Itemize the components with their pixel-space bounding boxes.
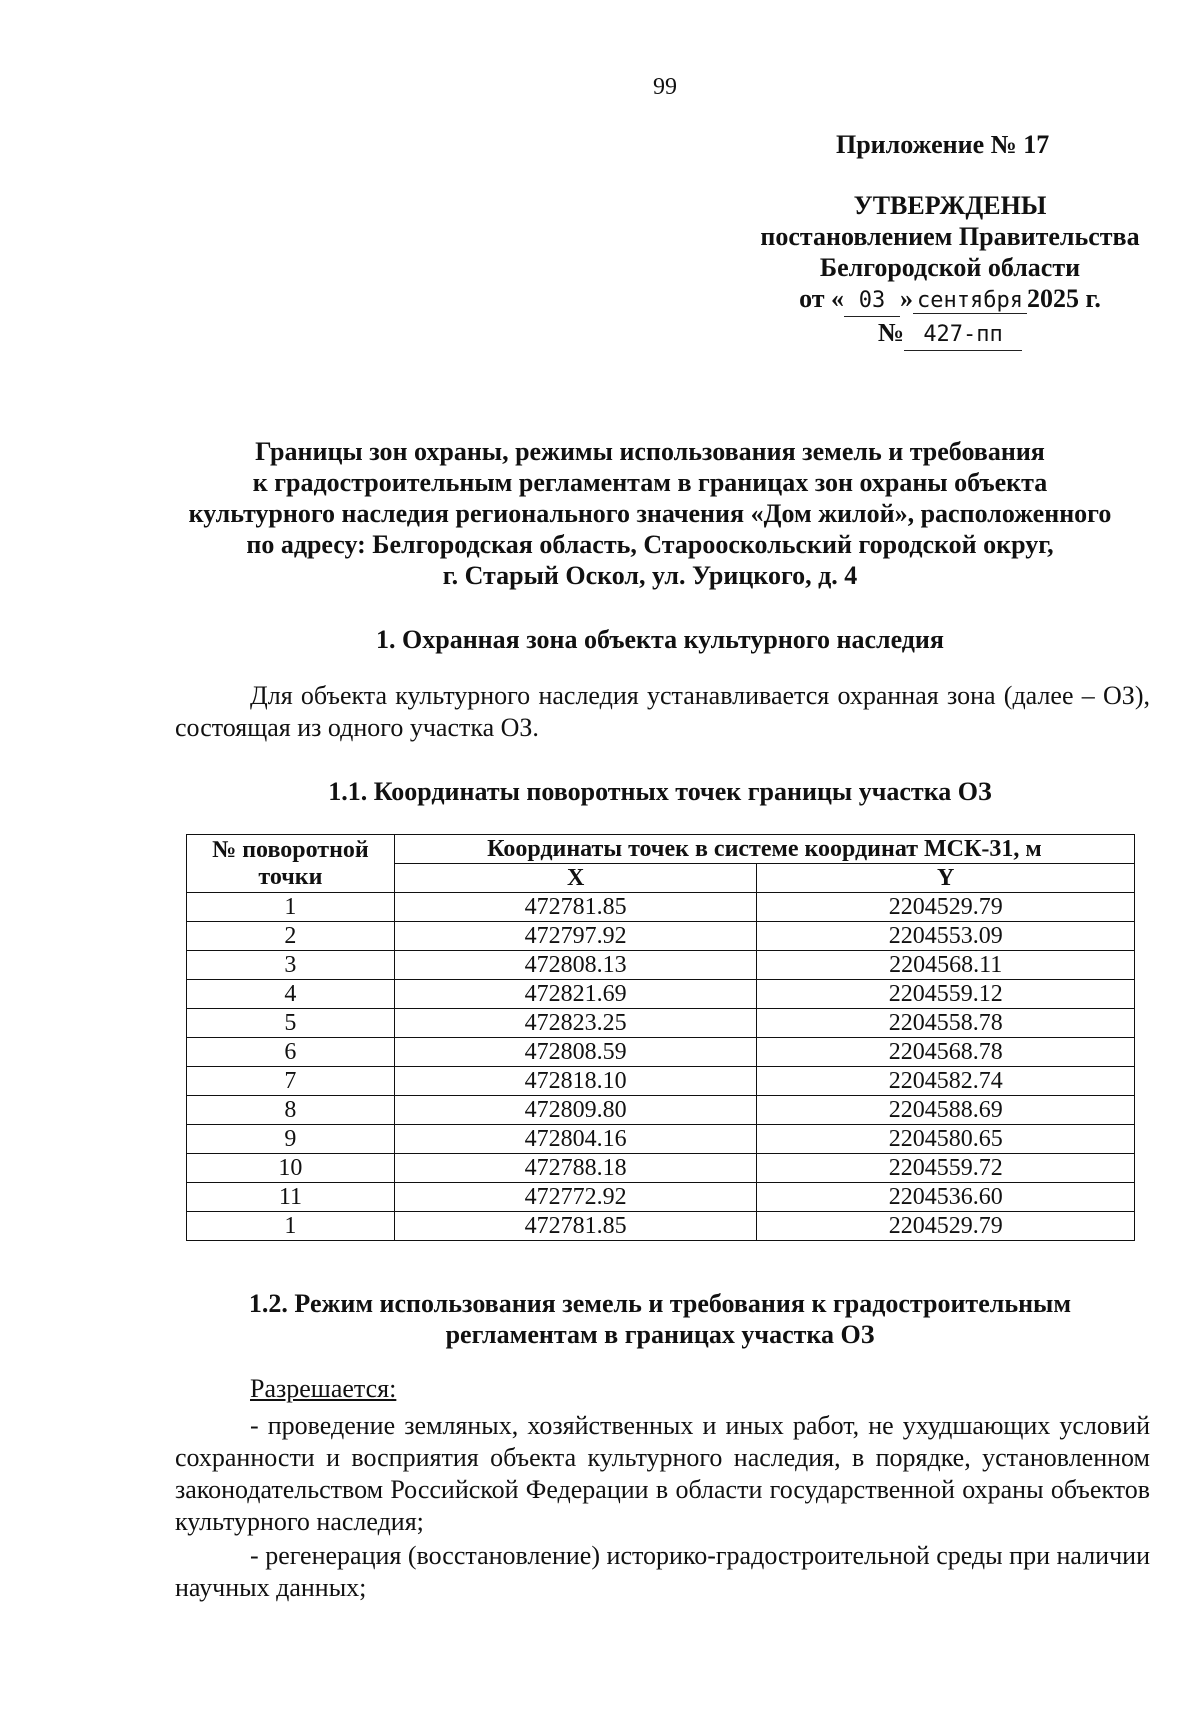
table-row: [187, 980, 1135, 1009]
y-coordinate-cell: 2204568.11: [757, 951, 1135, 980]
point-number-cell: 6: [187, 1038, 395, 1067]
y-coordinate-cell: 2204559.12: [757, 980, 1135, 1009]
approval-line-1: постановлением Правительства: [760, 222, 1140, 251]
subsection-1-2-heading: [160, 1288, 1160, 1350]
table-row: [187, 1154, 1135, 1183]
y-coordinate-cell: 2204529.79: [757, 893, 1135, 922]
x-coordinate-cell: 472823.25: [394, 1009, 757, 1038]
x-coordinate-cell: 472818.10: [394, 1067, 757, 1096]
approval-number: [700, 317, 1200, 351]
table-row: [187, 1038, 1135, 1067]
y-coordinate-cell: 2204582.74: [757, 1067, 1135, 1096]
number-prefix: №: [877, 318, 905, 347]
approval-block: [700, 190, 1200, 351]
approval-line-2: Белгородской области: [819, 253, 1081, 282]
subsection-1-2-heading-line: 1.2. Режим использования земель и требования к градостроительным: [248, 1289, 1072, 1318]
x-coordinate-cell: 472808.13: [394, 951, 757, 980]
coordinates-group-header: Координаты точек в системе координат МСК-31, м: [394, 835, 1134, 864]
table-row: [187, 1183, 1135, 1212]
table-row: [187, 1009, 1135, 1038]
date-month-field: сентября: [913, 288, 1027, 314]
table-row: [187, 893, 1135, 922]
point-number-cell: 1: [187, 893, 395, 922]
point-number-cell: 9: [187, 1125, 395, 1154]
subsection-1-2-heading-line: регламентам в границах участка ОЗ: [445, 1320, 875, 1349]
page-number: 99: [653, 74, 677, 100]
point-number-cell: 11: [187, 1183, 395, 1212]
point-number-cell: 1: [187, 1212, 395, 1241]
x-coordinate-cell: 472804.16: [394, 1125, 757, 1154]
table-row: [187, 1125, 1135, 1154]
y-coordinate-cell: 2204536.60: [757, 1183, 1135, 1212]
table-row: [187, 1212, 1135, 1241]
approval-date: [700, 283, 1200, 317]
date-mid: »: [900, 284, 914, 313]
y-coordinate-cell: 2204558.78: [757, 1009, 1135, 1038]
coordinates-table-body: [187, 893, 1135, 1241]
point-number-cell: 3: [187, 951, 395, 980]
title-line: к градостроительным регламентам в границах зон охраны объекта: [252, 468, 1048, 497]
section-1-paragraph: Для объекта культурного наследия устанавливается охранная зона (далее – ОЗ), состоящая из одного участка ОЗ.: [175, 681, 1150, 742]
document-title: [160, 436, 1140, 591]
title-line: культурного наследия регионального значения «Дом жилой», расположенного: [188, 499, 1112, 528]
date-year: 2025 г.: [1027, 284, 1101, 313]
table-row: [187, 1096, 1135, 1125]
date-prefix: от «: [799, 284, 845, 313]
x-coordinate-cell: 472788.18: [394, 1154, 757, 1183]
title-line: г. Старый Оскол, ул. Урицкого, д. 4: [442, 561, 858, 590]
table-row: [187, 922, 1135, 951]
point-number-cell: 10: [187, 1154, 395, 1183]
x-coordinate-cell: 472797.92: [394, 922, 757, 951]
x-coordinate-cell: 472821.69: [394, 980, 757, 1009]
y-coordinate-cell: 2204553.09: [757, 922, 1135, 951]
allowed-list-item: - проведение земляных, хозяйственных и иных работ, не ухудшающих условий сохранности и восприятия объекта культурного наследия, в порядке, установленном законодательством Российской Федерации в области государственной охраны объектов культурного наследия;: [175, 1411, 1150, 1536]
y-coordinate-cell: 2204588.69: [757, 1096, 1135, 1125]
x-header: X: [394, 864, 757, 893]
point-number-cell: 8: [187, 1096, 395, 1125]
y-coordinate-cell: 2204568.78: [757, 1038, 1135, 1067]
x-coordinate-cell: 472809.80: [394, 1096, 757, 1125]
title-line: по адресу: Белгородская область, Старооскольский городской округ,: [246, 530, 1054, 559]
allowed-label: Разрешается:: [250, 1374, 397, 1403]
date-day-field: 03: [844, 285, 900, 317]
point-number-cell: 2: [187, 922, 395, 951]
coordinates-table: [186, 834, 1135, 1241]
x-coordinate-cell: 472772.92: [394, 1183, 757, 1212]
y-coordinate-cell: 2204580.65: [757, 1125, 1135, 1154]
section-1-heading: 1. Охранная зона объекта культурного наследия: [376, 625, 944, 654]
number-field: 427-пп: [904, 319, 1022, 351]
appendix-label: Приложение № 17: [836, 130, 1050, 159]
table-row: [187, 1067, 1135, 1096]
y-coordinate-cell: 2204529.79: [757, 1212, 1135, 1241]
table-row: [187, 951, 1135, 980]
point-number-cell: 4: [187, 980, 395, 1009]
y-header: Y: [757, 864, 1135, 893]
y-coordinate-cell: 2204559.72: [757, 1154, 1135, 1183]
approval-heading: УТВЕРЖДЕНЫ: [853, 191, 1047, 220]
allowed-list-item: - регенерация (восстановление) историко-градостроительной среды при наличии научных данных;: [175, 1541, 1150, 1602]
point-number-cell: 5: [187, 1009, 395, 1038]
x-coordinate-cell: 472781.85: [394, 893, 757, 922]
title-line: Границы зон охраны, режимы использования земель и требования: [255, 437, 1045, 466]
point-number-cell: 7: [187, 1067, 395, 1096]
x-coordinate-cell: 472781.85: [394, 1212, 757, 1241]
point-number-header: № поворотной точки: [187, 835, 395, 893]
subsection-1-1-heading: 1.1. Координаты поворотных точек границы участка ОЗ: [328, 777, 992, 806]
x-coordinate-cell: 472808.59: [394, 1038, 757, 1067]
